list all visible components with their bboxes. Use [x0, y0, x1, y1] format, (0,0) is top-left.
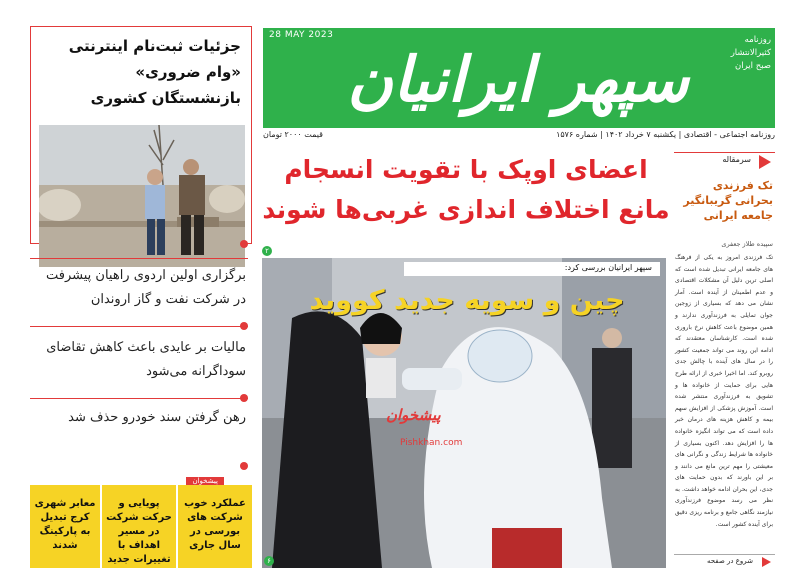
price-label: قیمت ۲۰۰۰ تومان: [263, 130, 323, 139]
divider: [30, 258, 248, 259]
editorial-body: تک فرزندی امروز به یکی از فرهنگ های جامعه ایرانی تبدیل شده است که اصلی ترین دلیل آن مشکلات اقتصادی و عدم اطمینان از آینده است. آمار نشان می دهد که بسیاری از زوجین جوان تمایلی به فرزندآوری ندارند و همین موضوع باعث کاهش نرخ باروری شده است. کارشناسان معتقدند که ادامه این روند می تواند جمعیت کشور را در سال های آینده با چالش جدی روبرو کند. اما اخیرا خبری از ارائه طرح هایی برای حمایت از خانواده ها و تشویق به فرزندآوری منتشر شده است. آموزش پزشکی از افزایش سهم بیمه و کاهش هزینه های درمان خبر داده است که می تواند انگیزه خانواده ها را افزایش دهد. اکنون بسیاری از خانواده ها شرایط زندگی و نگرانی های معیشتی را مهم ترین مانع می دانند و بر این باورند که بدون حمایت های جدی، این بحران ادامه خواهد داشت. به نظر می رسد موضوع فرزندآوری نیازمند نگاهی جامع و برنامه ریزی دقیق برای آینده کشور است.: [675, 254, 773, 528]
left-story-2[interactable]: مالیات بر عایدی باعث کاهش تقاضای سوداگرانه می‌شود: [46, 340, 246, 379]
page-number-badge: ۶: [264, 556, 274, 566]
bottom-story-3[interactable]: معابر شهری کرج تبدیل به پارکینگ شدند: [30, 485, 100, 568]
divider: [30, 398, 248, 399]
section-marker: [240, 240, 248, 248]
watermark-site: Pishkhan.com: [400, 438, 463, 448]
top-left-story-title: جزئیات ثبت‌نام اینترنتی «وام ضروری» بازنشستگان کشوری: [68, 37, 241, 107]
newspaper-logo: سپهر ایرانیان: [347, 43, 689, 116]
section-marker: [240, 462, 248, 470]
bottom-story-1[interactable]: عملکرد خوب شرکت های بورسی در سال جاری: [178, 485, 252, 568]
main-headline[interactable]: اعضای اوپک با تقویت انسجام مانع اختلاف اندازی غربی‌ها شوند: [262, 155, 670, 224]
editorial-sidebar: [674, 152, 775, 565]
masthead: [263, 28, 775, 128]
retirees-photo: [39, 125, 245, 267]
triangle-marker-icon: [762, 557, 771, 567]
page-number-badge: ۲: [262, 246, 272, 256]
bottom-story-2[interactable]: پویایی و حرکت شرکت در مسیر اهداف با تغییرات جدید: [102, 485, 176, 568]
masthead-side-text: روزنامه کثیرالانتشار صبح ایران: [730, 35, 771, 71]
editorial-footer[interactable]: شروع در صفحه: [674, 554, 775, 566]
top-left-story[interactable]: [30, 26, 252, 244]
issue-info: روزنامه اجتماعی - اقتصادی | یکشنبه ۷ خرداد ۱۴۰۲ | شماره ۱۵۷۶: [556, 130, 775, 139]
left-story-1[interactable]: برگزاری اولین اردوی راهیان پیشرفت در شرکت نفت و گاز اروندان: [45, 268, 246, 307]
editorial-header: سرمقاله: [674, 152, 775, 168]
watermark-logo: پیشخوان: [386, 406, 441, 424]
left-story-3[interactable]: رهن گرفتن سند خودرو حذف شد: [68, 410, 246, 425]
masthead-date: 28 MAY 2023: [269, 30, 334, 40]
triangle-marker-icon: [759, 155, 771, 169]
masthead-info-bar: [263, 128, 775, 142]
bottom-boxes-header: پیشخوان: [30, 477, 252, 486]
photo-kicker: سپهر ایرانیان بررسی کرد:: [404, 262, 660, 276]
editorial-author: سپیده طلاز جعفری: [721, 240, 773, 248]
divider: [30, 326, 248, 327]
editorial-title[interactable]: تک فرزندی بحرانی گریبانگیر جامعه ایرانی: [683, 179, 773, 222]
photo-headline[interactable]: چین و سویه جدید کووید: [309, 285, 625, 316]
